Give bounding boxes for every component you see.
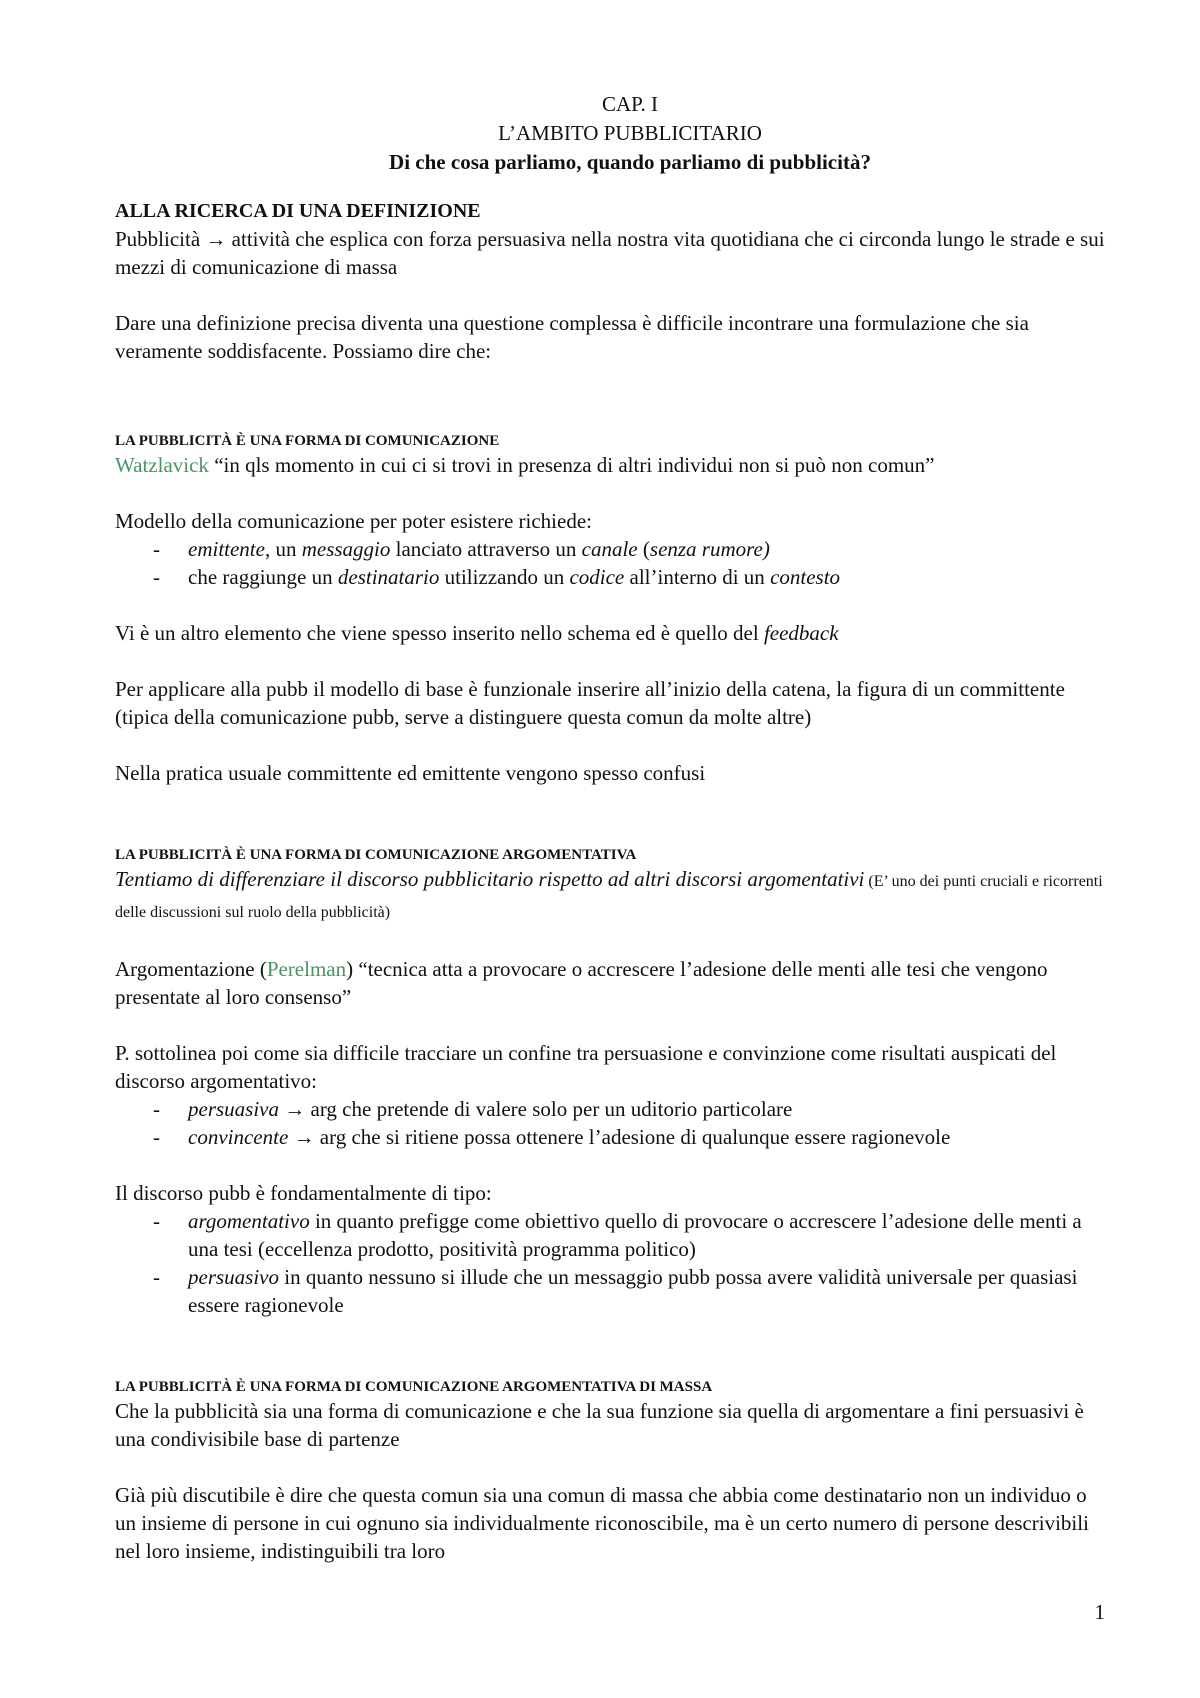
term-contesto: contesto <box>770 565 841 589</box>
text-fragment: → arg che pretende di valere solo per un uditorio particolare <box>279 1097 793 1121</box>
feedback-text: Vi è un altro elemento che viene spesso inserito nello schema ed è quello del <box>115 621 764 645</box>
bullet-dash: - <box>153 537 160 561</box>
bullet-dash: - <box>153 1209 160 1233</box>
term-argomentativo: argomentativo <box>188 1209 310 1233</box>
paragraph-watzlavick <box>115 451 1105 479</box>
paragraph-sottolinea: P. sottolinea poi come sia difficile tracciare un confine tra persuasione e convinzione come risultati auspicati del discorso argomentativo: <box>115 1041 1057 1093</box>
section-heading-argomentativa: LA PUBBLICITÀ È UNA FORMA DI COMUNICAZIONE ARGOMENTATIVA <box>115 847 637 863</box>
list-item <box>115 1095 1105 1123</box>
text-fragment: Argomentazione ( <box>115 957 267 981</box>
paragraph-model-intro: Modello della comunicazione per poter esistere richiede: <box>115 509 592 533</box>
term-codice: codice <box>569 565 625 589</box>
chapter-label: CAP. I <box>601 92 659 116</box>
paragraph-committente: Per applicare alla pubb il modello di base è funzionale inserire all’inizio della catena, la figura di un committente (tipica della comunicazione pubb, serve a distinguere questa comun da molte altre) <box>115 677 1065 729</box>
text-fragment: ( <box>637 537 650 561</box>
text-fragment: ) “tecnica atta a provocare o accrescere l’adesione delle menti alle tesi che vengono presentate al loro consenso” <box>115 957 1048 1009</box>
tipo-list <box>115 1207 1105 1319</box>
intro-italic: Tentiamo di differenziare il discorso pubblicitario rispetto ad altri discorsi argomentativi <box>115 867 865 891</box>
list-item <box>115 1263 1105 1319</box>
bullet-dash: - <box>153 1097 160 1121</box>
section-heading-massa: LA PUBBLICITÀ È UNA FORMA DI COMUNICAZIONE ARGOMENTATIVA DI MASSA <box>115 1379 713 1395</box>
term-messaggio: messaggio <box>301 537 391 561</box>
watzlavick-quote: “in qls momento in cui ci si trovi in presenza di altri individui non si può non comun” <box>208 453 935 477</box>
chapter-title: L’AMBITO PUBBLICITARIO <box>498 121 762 145</box>
text-fragment: → arg che si ritiene possa ottenere l’adesione di qualunque essere ragionevole <box>288 1125 951 1149</box>
term-canale: canale <box>581 537 638 561</box>
paragraph-differenziare <box>115 865 1105 927</box>
term-convincente: convincente <box>188 1125 289 1149</box>
text-fragment: in quanto nessuno si illude che un messaggio pubb possa avere validità universale per quasiasi essere ragionevole <box>188 1265 1078 1317</box>
paragraph-argomentazione <box>115 955 1105 1011</box>
term-emittente: emittente <box>188 537 265 561</box>
paragraph-definizione-1: Pubblicità → attività che esplica con forza persuasiva nella nostra vita quotidiana che ci circonda lungo le strade e sui mezzi di comunicazione di massa <box>115 227 1105 279</box>
term-persuasivo: persuasivo <box>188 1265 279 1289</box>
section-heading-definizione: ALLA RICERCA DI UNA DEFINIZIONE <box>115 200 481 222</box>
section-heading-comunicazione: LA PUBBLICITÀ È UNA FORMA DI COMUNICAZIONE <box>115 433 500 449</box>
text-fragment: , un <box>264 537 302 561</box>
term-destinatario: destinatario <box>337 565 440 589</box>
paragraph-definizione-2: Dare una definizione precisa diventa una questione complessa è difficile incontrare una formulazione che sia veramente soddisfacente. Possiamo dire che: <box>115 311 1029 363</box>
list-item <box>115 1123 1105 1151</box>
bullet-dash: - <box>153 565 160 589</box>
bullet-dash: - <box>153 1265 160 1289</box>
term-feedback: feedback <box>763 621 839 645</box>
page-number: 1 <box>1094 1600 1105 1624</box>
list-item <box>115 563 1105 591</box>
text-fragment: utilizzando un <box>439 565 570 589</box>
text-fragment: all’interno di un <box>624 565 771 589</box>
list-item <box>115 1207 1105 1263</box>
term-senza-rumore: senza rumore) <box>649 537 770 561</box>
term-persuasiva: persuasiva <box>188 1097 279 1121</box>
text-fragment: in quanto prefigge come obiettivo quello di provocare o accrescere l’adesione delle menti a una tesi (eccellenza prodotto, positività programma politico) <box>188 1209 1082 1261</box>
paragraph-pratica: Nella pratica usuale committente ed emittente vengono spesso confusi <box>115 761 706 785</box>
paragraph-massa-2: Già più discutibile è dire che questa comun sia una comun di massa che abbia come destinatario non un individuo o un insieme di persone in cui ognuno sia individualmente riconoscibile, ma è un certo numero di persone descrivibili nel loro insieme, indistinguibili tra loro <box>115 1483 1089 1563</box>
text-fragment: che raggiunge un <box>188 565 338 589</box>
title-block <box>155 90 1105 177</box>
author-perelman: Perelman <box>266 957 347 981</box>
paragraph-discorso: Il discorso pubb è fondamentalmente di tipo: <box>115 1181 492 1205</box>
author-watzlavick: Watzlavick <box>115 453 209 477</box>
persuasione-list <box>115 1095 1105 1151</box>
bullet-dash: - <box>153 1125 160 1149</box>
list-item <box>115 535 1105 563</box>
model-list <box>115 535 1105 591</box>
chapter-subtitle: Di che cosa parliamo, quando parliamo di pubblicità? <box>389 150 871 174</box>
page-content <box>115 90 1105 1565</box>
text-fragment: lanciato attraverso un <box>390 537 582 561</box>
paragraph-massa-1: Che la pubblicità sia una forma di comunicazione e che la sua funzione sia quella di argomentare a fini persuasivi è una condivisibile base di partenze <box>115 1399 1084 1451</box>
paragraph-feedback <box>115 619 1105 647</box>
intro-note: (E’ uno dei punti cruciali e ricorrenti delle discussioni sul ruolo della pubblicità) <box>115 873 1103 921</box>
